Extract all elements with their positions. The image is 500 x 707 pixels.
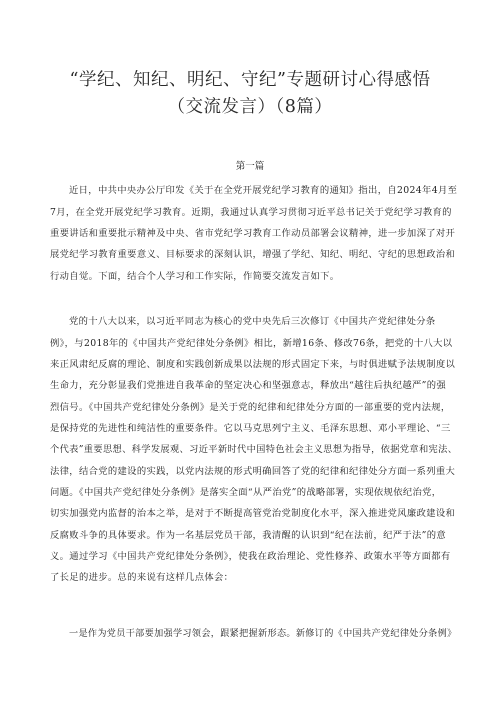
text-line: 一是作为党员干部要加强学习领会，跟紧把握新形态。新修订的《中国共产党纪律处分条例》 xyxy=(69,628,457,639)
text-line: 是保持党的先进性和纯洁性的重要条件。它以马克思列宁主义、毛泽东思想、邓小平理论、“三 xyxy=(50,423,451,434)
text-line: 展党纪学习教育重要意义、目标要求的深刻认识，增强了学纪、知纪、明纪、守纪的思想政治和 xyxy=(50,249,456,260)
text-line: 党的十八大以来，以习近平同志为核心的党中央先后三次修订《中国共产党纪律处分条 xyxy=(69,316,436,327)
text-line: 例》，与2018年的《中国共产党纪律处分条例》相比，新增16条、修改76条，把党的十八大以 xyxy=(50,338,453,349)
document-title-line-1: “学纪、知纪、明纪、守纪”专题研讨心得感悟 xyxy=(69,70,431,90)
text-line: 7月，在全党开展党纪学习教育。近期，我通过认真学习贯彻习近平总书记关于党纪学习教育的 xyxy=(50,207,452,218)
text-line: 生命力，充分彰显我们党推进自我革命的坚定决心和坚强意志，释放出“越往后执纪越严”的强 xyxy=(50,380,447,391)
text-line: 法律，结合党的建设的实践，以党内法规的形式明确回答了党的纪律和纪律处分方面一系列重大 xyxy=(50,466,456,477)
text-line: 烈信号。《中国共产党纪律处分条例》是关于党的纪律和纪律处分方面的一部重要的党内法规， xyxy=(50,402,451,413)
text-line: 问题。《中国共产党纪律处分条例》是落实全面“从严治党”的战略部署，实现依规依纪治党， xyxy=(50,487,442,498)
text-line: 来正风肃纪反腐的理论、制度和实践创新成果以法规的形式固定下来，与时俱进赋予法规制度以 xyxy=(50,359,456,370)
text-line: 个代表”重要思想、科学发展观、习近平新时代中国特色社会主义思想为指导，依据党章和宪法、 xyxy=(50,444,458,455)
text-line: 义。通过学习《中国共产党纪律处分条例》，使我在政治理论、党性修养、政策水平等方面都有 xyxy=(50,551,451,562)
text-line: 切实加强党内监督的治本之举，是对于不断提高管党治党制度化水平，深入推进党风廉政建设和 xyxy=(50,508,456,519)
text-line: 重要讲话和重要批示精神及中央、省市党纪学习教育工作动员部署会议精神，进一步加深了对开 xyxy=(50,228,456,239)
text-line: 反腐败斗争的具体要求。作为一名基层党员干部，我清醒的认识到“纪在法前，纪严于法”的意 xyxy=(50,530,447,541)
text-line: 了长足的进步。总的来说有这样几点体会： xyxy=(50,572,234,583)
text-line: 行动自觉。下面，结合个人学习和工作实际，作简要交流发言如下。 xyxy=(50,271,340,282)
section-heading: 第一篇 xyxy=(235,161,265,172)
text-line: 近日，中共中央办公厅印发《关于在全党开展党纪学习教育的通知》指出，自2024年4月至 xyxy=(69,185,458,196)
document-title-line-2: （交流发言）（8篇） xyxy=(167,97,333,117)
